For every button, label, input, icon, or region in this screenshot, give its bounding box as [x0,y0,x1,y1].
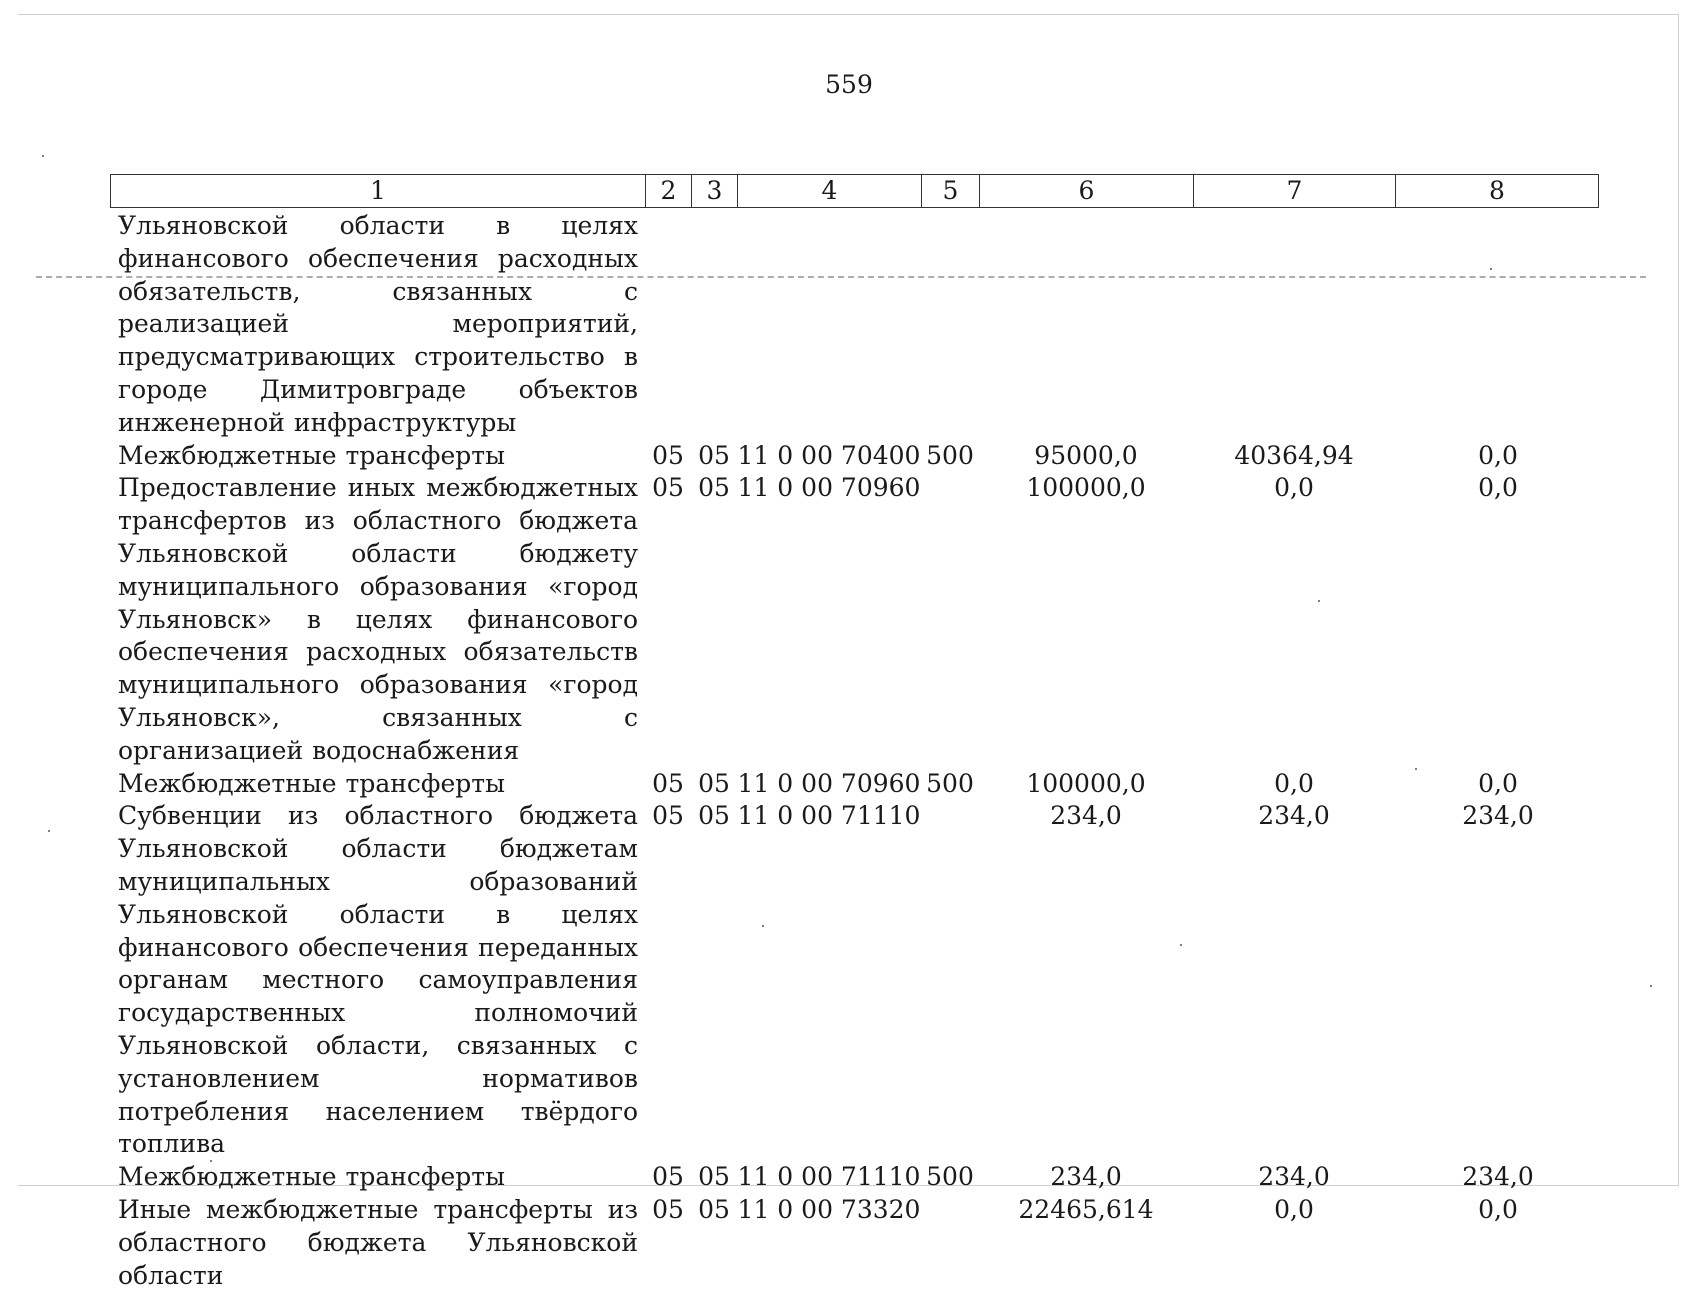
cell-amount-8: 0,0 [1478,440,1518,470]
cell-subsection: 05 [698,768,730,798]
cell-amount-7: 234,0 [1258,801,1330,831]
scan-speck [1180,944,1182,946]
cell-expense-type: 500 [926,440,974,470]
cell-amount-8: 0,0 [1478,768,1518,798]
column-header-row [110,174,1599,208]
cell-expense-type: 500 [926,768,974,798]
table-row [110,440,1598,473]
scan-speck [1415,768,1417,770]
row-description: Межбюджетные трансферты [118,768,506,798]
table-body [110,210,1598,1292]
column-header-7: 7 [1194,175,1396,208]
cell-target-code: 11 0 00 70960 [737,473,921,503]
cell-subsection: 05 [698,801,730,831]
cell-subsection: 05 [698,473,730,503]
cell-section: 05 [652,1194,684,1224]
row-description: Иные межбюджетные трансферты из областного бюджета Ульяновской области [118,1194,638,1290]
cell-expense-type: 500 [926,1162,974,1192]
scan-speck [210,1160,212,1162]
column-header-6: 6 [980,175,1194,208]
cell-subsection: 05 [698,440,730,470]
cell-section: 05 [652,1162,684,1192]
cell-amount-6: 234,0 [1050,801,1122,831]
cell-section: 05 [652,440,684,470]
row-description: Субвенции из областного бюджета Ульяновской области бюджетам муниципальных образований Ульяновской области в целях финансового обеспечения переданных органам местного самоуправления государственных полномочий Ульяновской области, связанных с установлением нормативов потребления населением твёрдого топлива [118,801,638,1159]
table-row [110,1161,1598,1194]
scan-speck [1490,268,1492,270]
cell-target-code: 11 0 00 70960 [737,768,921,798]
scan-speck [48,830,50,832]
cell-amount-7: 0,0 [1274,473,1314,503]
cell-amount-8: 0,0 [1478,1194,1518,1224]
column-header-1: 1 [111,175,646,208]
row-description: Межбюджетные трансферты [118,1162,506,1192]
column-header-8: 8 [1396,175,1599,208]
cell-amount-8: 234,0 [1462,801,1534,831]
cell-target-code: 11 0 00 71110 [737,801,921,831]
cell-amount-8: 234,0 [1462,1162,1534,1192]
scan-speck [42,155,44,157]
table-row [110,800,1598,1161]
cell-target-code: 11 0 00 73320 [737,1194,921,1224]
cell-amount-7: 0,0 [1274,1194,1314,1224]
row-description: Предоставление иных межбюджетных трансфертов из областного бюджета Ульяновской области бюджету муниципального образования «город Ульяновск» в целях финансового обеспечения расходных обязательств муниципального образования «город Ульяновск», связанных с организацией водоснабжения [118,473,638,765]
column-header-3: 3 [692,175,738,208]
cell-section: 05 [652,768,684,798]
scan-speck [1650,985,1652,987]
cell-amount-7: 234,0 [1258,1162,1330,1192]
row-description: Межбюджетные трансферты [118,440,506,470]
page-number: 559 [825,70,873,99]
column-header-5: 5 [922,175,980,208]
cell-amount-6: 100000,0 [1026,473,1146,503]
cell-subsection: 05 [698,1162,730,1192]
cell-amount-6: 234,0 [1050,1162,1122,1192]
cell-amount-8: 0,0 [1478,473,1518,503]
table-row [110,210,1598,440]
table-row [110,1194,1598,1292]
cell-amount-6: 22465,614 [1018,1194,1154,1224]
cell-target-code: 11 0 00 70400 [737,440,921,470]
cell-target-code: 11 0 00 71110 [737,1162,921,1192]
table-row [110,472,1598,767]
cell-section: 05 [652,801,684,831]
scan-speck [1318,600,1320,602]
column-header-2: 2 [646,175,692,208]
cell-section: 05 [652,473,684,503]
table-row [110,768,1598,801]
cell-amount-6: 100000,0 [1026,768,1146,798]
cell-amount-7: 40364,94 [1234,440,1354,470]
cell-amount-7: 0,0 [1274,768,1314,798]
scan-speck [762,925,764,927]
cell-amount-6: 95000,0 [1034,440,1138,470]
row-description: Ульяновской области в целях финансового обеспечения расходных обязательств, связанных с реализацией мероприятий, предусматривающих строительство в городе Димитровграде объектов инженерной инфраструктуры [118,211,638,437]
cell-subsection: 05 [698,1194,730,1224]
column-header-4: 4 [738,175,922,208]
